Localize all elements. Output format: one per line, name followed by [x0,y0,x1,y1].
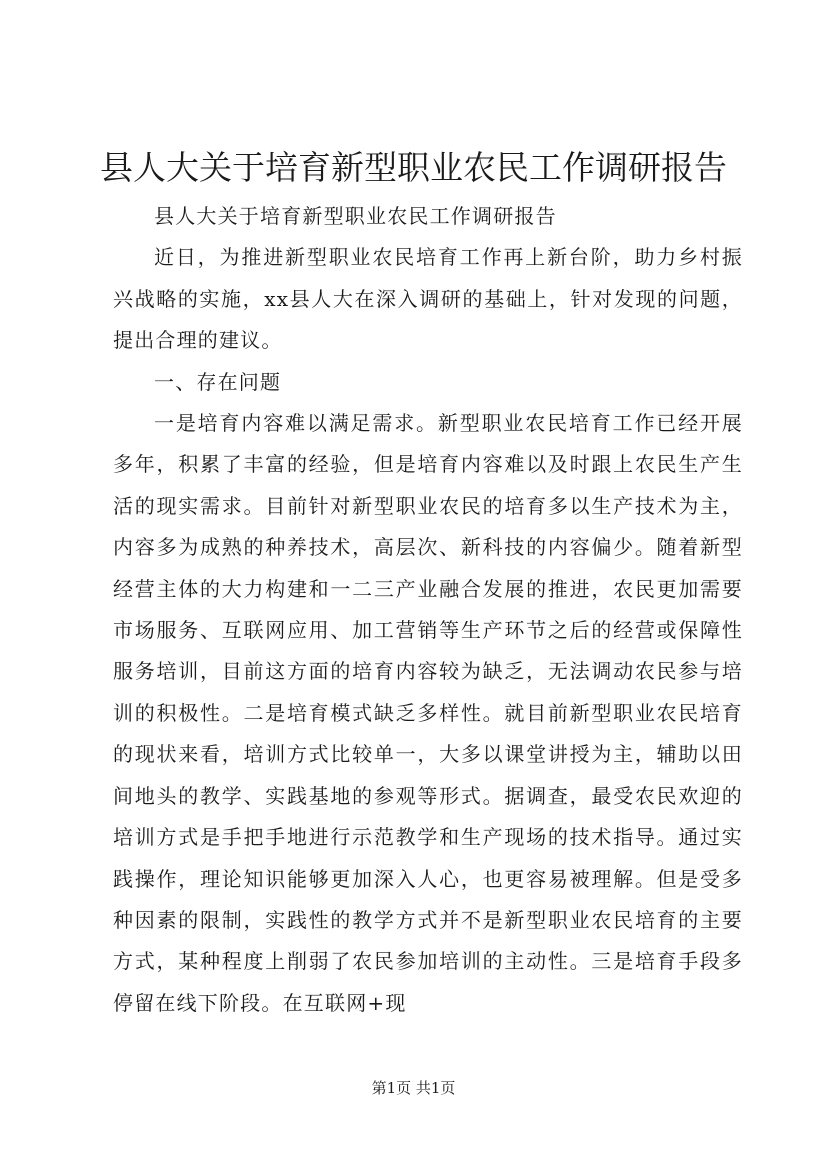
intro-paragraph: 近日，为推进新型职业农民培育工作再上新台阶，助力乡村振兴战略的实施，xx县人大在深入调研的基础上，针对发现的问题，提出合理的建议。 [113,245,743,353]
document-title: 县人大关于培育新型职业农民工作调研报告 [100,148,727,187]
section-heading: 一、存在问题 [154,369,282,394]
document-body [113,196,743,1024]
page-footer: 第1页 共1页 [371,1079,456,1097]
subtitle-paragraph: 县人大关于培育新型职业农民工作调研报告 [154,204,557,228]
problems-paragraph: 一是培育内容难以满足需求。新型职业农民培育工作已经开展多年，积累了丰富的经验，但是培育内容难以及时跟上农民生产生活的现实需求。目前针对新型职业农民的培育多以生产技术为主，内容多为成熟的种养技术，高层次、新科技的内容偏少。随着新型经营主体的大力构建和一二三产业融合发展的推进，农民更加需要市场服务、互联网应用、加工营销等生产环节之后的经营或保障性服务培训，目前这方面的培育内容较为缺乏，无法调动农民参与培训的积极性。二是培育模式缺乏多样性。就目前新型职业农民培育的现状来看，培训方式比较单一，大多以课堂讲授为主，辅助以田间地头的教学、实践基地的参观等形式。据调查，最受农民欢迎的培训方式是手把手地进行示范教学和生产现场的技术指导。通过实践操作，理论知识能够更加深入人心，也更容易被理解。但是受多种因素的限制，实践性的教学方式并不是新型职业农民培育的主要方式，某种程度上削弱了农民参加培训的主动性。三是培育手段多停留在线下阶段。在互联网+现 [113,411,743,1015]
